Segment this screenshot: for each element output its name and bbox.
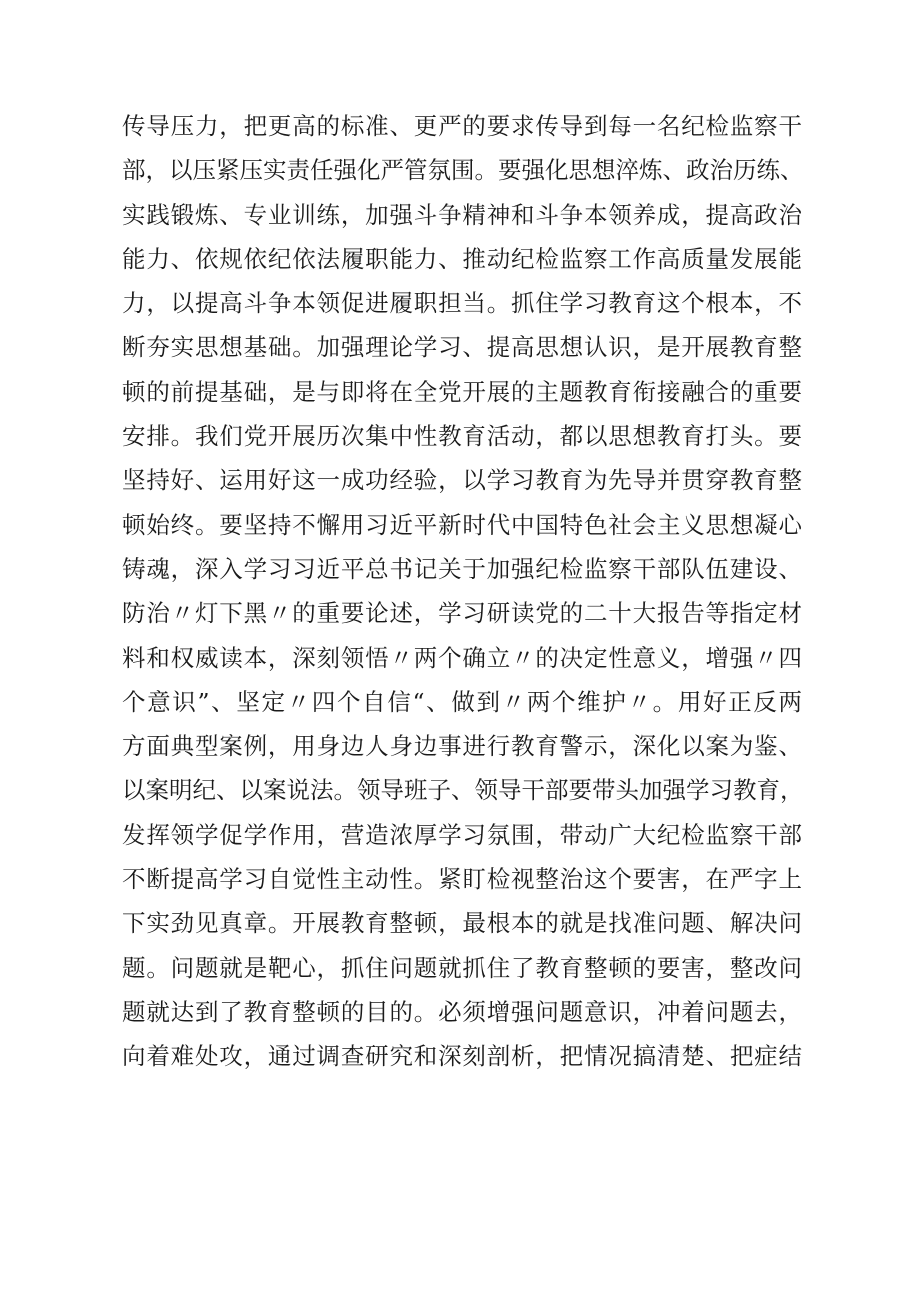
text-line: 顿始终。要坚持不懈用习近平新时代中国特色社会主义思想凝心 (122, 510, 802, 539)
text-line: 题。问题就是靶心，抓住问题就抓住了教育整顿的要害，整改问 (122, 953, 802, 982)
text-line: 向着难处攻，通过调查研究和深刻剖析，把情况搞清楚、把症结 (122, 1042, 802, 1071)
text-line: 断夯实思想基础。加强理论学习、提高思想认识，是开展教育整 (122, 333, 802, 362)
text-line: 以案明纪、以案说法。领导班子、领导干部要带头加强学习教育， (122, 776, 804, 805)
text-line: 安排。我们党开展历次集中性教育活动，都以思想教育打头。要 (122, 422, 802, 451)
text-line: 铸魂，深入学习习近平总书记关于加强纪检监察干部队伍建设、 (122, 554, 802, 583)
text-line: 顿的前提基础，是与即将在全党开展的主题教育衔接融合的重要 (122, 377, 802, 406)
text-line: 能力、依规依纪依法履职能力、推动纪检监察工作高质量发展能 (122, 244, 802, 273)
text-line: 防治〃灯下黑〃的重要论述，学习研读党的二十大报告等指定材 (122, 599, 802, 628)
text-line: 方面典型案例，用身边人身边事进行教育警示，深化以案为鉴、 (122, 732, 802, 761)
text-line: 不断提高学习自觉性主动性。紧盯检视整治这个要害，在严字上 (122, 865, 802, 894)
text-line: 料和权威读本，深刻领悟〃两个确立〃的决定性意义，增强〃四 (122, 643, 802, 672)
body-paragraph (122, 104, 802, 1079)
text-line: 实践锻炼、专业训练，加强斗争精神和斗争本领养成，提高政治 (122, 200, 802, 229)
text-line: 传导压力，把更高的标准、更严的要求传导到每一名纪检监察干 (122, 112, 802, 140)
text-line: 发挥领学促学作用，营造浓厚学习氛围，带动广大纪检监察干部 (122, 820, 802, 849)
text-line: 坚持好、运用好这一成功经验，以学习教育为先导并贯穿教育整 (122, 466, 802, 495)
text-line: 下实劲见真章。开展教育整顿，最根本的就是找准问题、解决问 (122, 909, 802, 938)
text-line: 题就达到了教育整顿的目的。必须增强问题意识，冲着问题去， (122, 997, 802, 1026)
text-line: 力，以提高斗争本领促进履职担当。抓住学习教育这个根本，不 (122, 289, 802, 318)
text-line: 个意识”、坚定〃四个自信“、做到〃两个维护〃。用好正反两 (122, 687, 802, 716)
text-line: 部，以压紧压实责任强化严管氛围。要强化思想淬炼、政治历练、 (122, 156, 804, 185)
